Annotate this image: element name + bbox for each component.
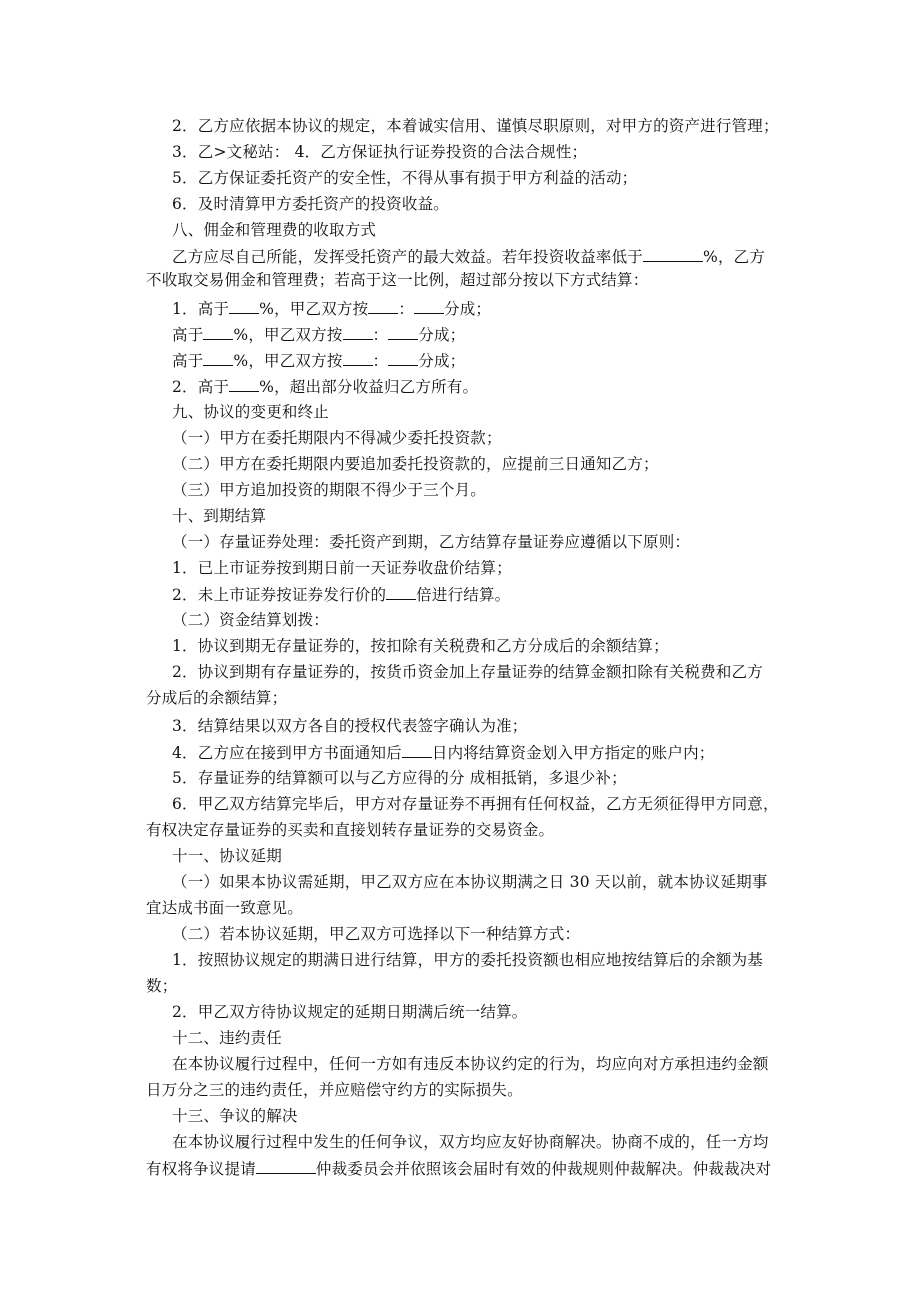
- fill-in-blank[interactable]: [203, 324, 233, 340]
- text-segment: %，乙方: [703, 248, 766, 266]
- clause-line: （三）甲方追加投资的期限不得少于三个月。: [172, 481, 487, 499]
- fill-in-blank[interactable]: [414, 298, 444, 314]
- text-segment: %，超出部分收益归乙方所有。: [259, 378, 479, 396]
- section-heading: 九、协议的变更和终止: [172, 403, 330, 421]
- clause-line: 宜达成书面一致意见。: [146, 899, 304, 917]
- text-segment: 分成；: [418, 326, 466, 344]
- section-heading: 十、到期结算: [172, 507, 267, 525]
- section-heading: 十一、协议延期: [172, 847, 282, 865]
- clause-line: （二）甲方在委托期限内要追加委托投资款的，应提前三日通知乙方；: [172, 455, 659, 473]
- rate-line: [172, 298, 491, 319]
- clause-line: （一）如果本协议需延期，甲乙双方应在本协议期满之日 30 天以前，就本协议延期事: [172, 873, 768, 891]
- fill-in-blank[interactable]: [388, 324, 418, 340]
- clause-line: 3．乙>文秘站： 4．乙方保证执行证券投资的合法合规性；: [172, 143, 588, 161]
- clause-line: （二）若本协议延期，甲乙双方可选择以下一种结算方式：: [172, 925, 581, 943]
- text-segment: 乙方应尽自己所能，发挥受托资产的最大效益。若年投资收益率低于: [172, 248, 644, 266]
- clause-line: （一）存量证券处理：委托资产到期，乙方结算存量证券应遵循以下原则：: [172, 533, 691, 551]
- text-segment: %，甲乙双方按: [233, 352, 343, 370]
- clause-line: 6．甲乙双方结算完毕后，甲方对存量证券不再拥有任何权益，乙方无须征得甲方同意，: [172, 795, 779, 813]
- clause-line: 6．及时清算甲方委托资产的投资收益。: [172, 195, 449, 213]
- clause-line: 3．结算结果以双方各自的授权代表签字确认为准；: [172, 717, 528, 735]
- clause-line: 1．按照协议规定的期满日进行结算，甲方的委托投资额也相应地按结算后的余额为基: [172, 951, 763, 969]
- text-segment: 2．未上市证券按证券发行价的: [172, 586, 387, 604]
- text-segment: 分成；: [418, 352, 466, 370]
- text-segment: ：: [372, 352, 389, 370]
- fill-in-blank[interactable]: [256, 1158, 316, 1174]
- clause-line: 2．甲乙双方待协议规定的延期日期满后统一结算。: [172, 1003, 528, 1021]
- clause-line: 2．乙方应依据本协议的规定，本着诚实信用、谨慎尽职原则，对甲方的资产进行管理；: [172, 117, 779, 135]
- text-segment: 日内将结算资金划入甲方指定的账户内；: [431, 744, 715, 762]
- fill-in-blank[interactable]: [388, 350, 418, 366]
- paragraph-line: 日万分之三的违约责任，并应赔偿守约方的实际损失。: [146, 1081, 523, 1099]
- fill-in-blank[interactable]: [643, 246, 703, 262]
- clause-line: [172, 742, 714, 763]
- rate-line: [172, 376, 478, 397]
- text-segment: 分成；: [444, 300, 492, 318]
- text-segment: 1．高于: [172, 300, 230, 318]
- text-segment: ：: [398, 300, 415, 318]
- clause-line: （一）甲方在委托期限内不得减少委托投资款；: [172, 429, 502, 447]
- section-heading: 八、佣金和管理费的收取方式: [172, 221, 377, 239]
- text-segment: 仲裁委员会并依照该会届时有效的仲裁规则仲裁解决。仲裁裁决对: [315, 1160, 772, 1178]
- clause-line: 5．存量证券的结算额可以与乙方应得的分 成相抵销，多退少补；: [172, 769, 627, 787]
- section-heading: 十三、争议的解决: [172, 1107, 298, 1125]
- fill-in-blank[interactable]: [229, 376, 259, 392]
- text-segment: 4．乙方应在接到甲方书面通知后: [172, 744, 402, 762]
- fill-in-blank[interactable]: [386, 584, 416, 600]
- paragraph-line: [146, 1158, 771, 1179]
- clause-line: 分成后的余额结算；: [146, 689, 288, 707]
- text-segment: 倍进行结算。: [416, 586, 511, 604]
- paragraph-line: 在本协议履行过程中，任何一方如有违反本协议约定的行为，均应向对方承担违约金额: [172, 1055, 769, 1073]
- fill-in-blank[interactable]: [343, 324, 373, 340]
- clause-line: 1．已上市证券按到期日前一天证券收盘价结算；: [172, 559, 512, 577]
- text-segment: ：: [372, 326, 389, 344]
- text-segment: %，甲乙双方按: [233, 326, 343, 344]
- text-segment: 高于: [172, 352, 204, 370]
- text-segment: 高于: [172, 326, 204, 344]
- text-segment: 2．高于: [172, 378, 230, 396]
- fill-in-blank[interactable]: [203, 350, 233, 366]
- clause-line: [172, 584, 510, 605]
- fill-in-blank[interactable]: [229, 298, 259, 314]
- fill-in-blank[interactable]: [343, 350, 373, 366]
- fill-in-blank[interactable]: [368, 298, 398, 314]
- rate-line: [172, 350, 465, 371]
- text-segment: %，甲乙双方按: [259, 300, 369, 318]
- clause-line: 数；: [146, 977, 178, 995]
- fill-in-blank[interactable]: [402, 742, 432, 758]
- paragraph-line: 在本协议履行过程中发生的任何争议，双方均应友好协商解决。协商不成的，任一方均: [172, 1133, 769, 1151]
- clause-line: 有权决定存量证券的买卖和直接划转存量证券的交易资金。: [146, 821, 555, 839]
- text-segment: 有权将争议提请: [146, 1160, 256, 1178]
- clause-line: 1．协议到期无存量证券的，按扣除有关税费和乙方分成后的余额结算；: [172, 637, 669, 655]
- rate-line: [172, 324, 465, 345]
- paragraph-line: [172, 246, 765, 267]
- clause-line: 5．乙方保证委托资产的安全性，不得从事有损于甲方利益的活动；: [172, 169, 638, 187]
- clause-line: 2．协议到期有存量证券的，按货币资金加上存量证券的结算金额扣除有关税费和乙方: [172, 663, 763, 681]
- clause-line: （二）资金结算划拨：: [172, 611, 330, 629]
- paragraph-line: 不收取交易佣金和管理费；若高于这一比例，超过部分按以下方式结算：: [146, 271, 649, 289]
- section-heading: 十二、违约责任: [172, 1029, 282, 1047]
